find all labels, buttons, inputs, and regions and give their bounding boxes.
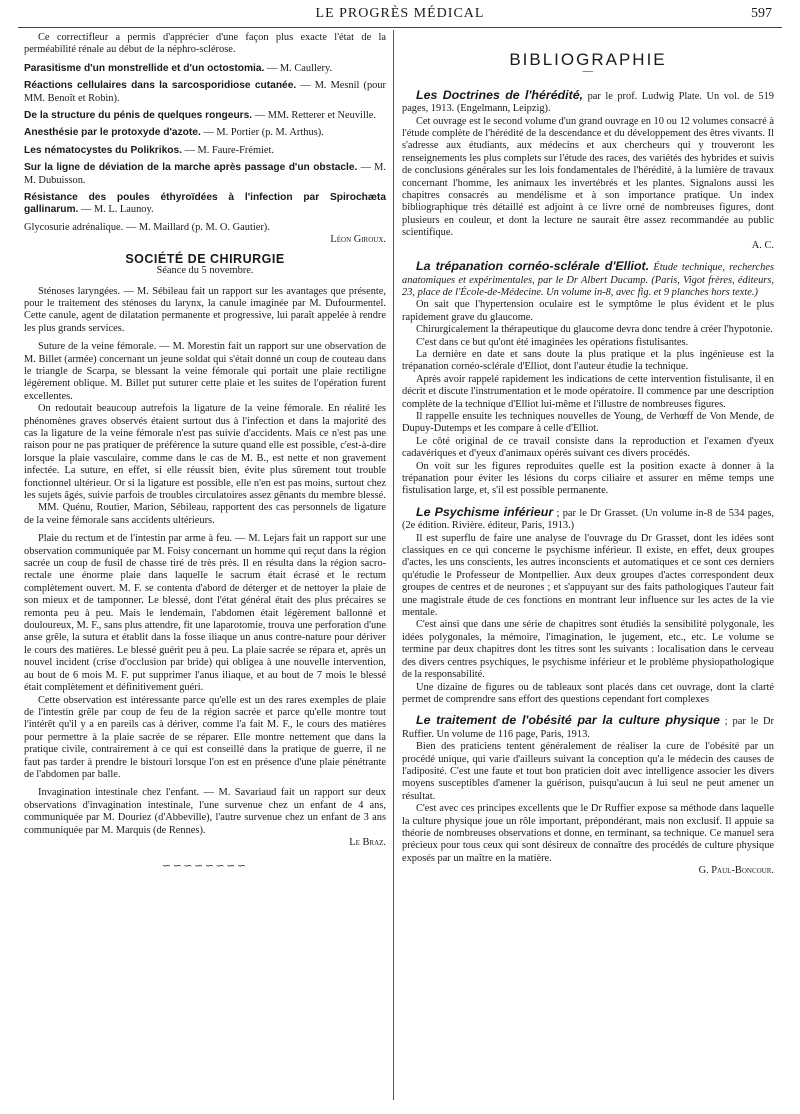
section-date: Séance du 5 novembre. (156, 265, 254, 277)
list-item: Résistance des poules éthyroïdées à l'infection par Spirochæta gallinarum. — M. L. Launoy. (24, 192, 386, 216)
signature: Léon Giroux. (330, 234, 386, 246)
page-number: 597 (751, 6, 772, 21)
header-rule (18, 27, 782, 28)
paragraph: Sténoses laryngées. — M. Sébileau fait un rapport sur les avantages que présente, pour le traitement des sténoses du larynx, la canule imaginée par M. Dufourmentel. Cette canule, agent de dilatation permanente et progressive, lui paraît appelée à rendre les plus grands services. (24, 285, 386, 334)
signature: G. Paul-Boncour. (698, 865, 774, 877)
paragraph: Il est superflu de faire une analyse de l'ouvrage du Dr Grasset, dont les idées sont classiques en ce qui concerne le psychisme inférieur. Il existe, en effet, deux groupes d'actes, les uns conscients, les autres inconscients et automatiques et ce sont ces derniers qu'étudie le Professeur de Montpellier. Aux deux groupes d'actes correspondent deux groupes de centres et de neurones ; et s'appuyant sur des faits pathologiques l'auteur fait une magistrale étude de ces fonctions en montrant leur influence sur les actes de la vie mentale. (402, 532, 774, 619)
journal-title: LE PROGRÈS MÉDICAL (315, 6, 485, 21)
paragraph: Suture de la veine fémorale. — M. Morestin fait un rapport sur une observation de M. Billet (armée) concernant un jeune soldat qui s'était donné un coup de couteau dans le triangle de Scarpa, se blessant la veine fémorale qui portait une plaie rectiligne légèrement oblique. M. Billet put suturer cette plaie et les suites de l'opération furent excellentes. (24, 341, 386, 402)
list-item: Glycosurie adrénalique. — M. Maillard (p. M. O. Gautier). (24, 221, 270, 233)
decorative-rule: ∽∽∽∽∽∽∽∽ (162, 861, 248, 873)
paragraph: Après avoir rappelé rapidement les indications de cette intervention fistulisante, il en décrit et discute l'instrumentation et le mode opératoire. Il commence par une description complète de la technique d'Elliot lui-même et l'illustre de nombreuses figures. (402, 373, 774, 410)
review-title: Les Doctrines de l'hérédité, (416, 87, 584, 102)
paragraph: On redoutait beaucoup autrefois la ligature de la veine fémorale. En réalité les phénomènes graves observés étaient surtout dus à l'infection et dans la majorité des cas la ligature de la veine fémorale n'est pas suivie d'accidents. Mais ce n'est pas une raison pour ne pas pratiquer de préférence la suture quand elle est possible, c'est-à-dire lorsque la plaie vasculaire, comme dans le cas de M. B., est nette et non gravement infectée. La suture, en effet, si elle réussit bien, évite plus sûrement tout trouble fonctionnel ultérieur. Or si la ligature est possible, elle n'en est pas moins, surtout chez les sujets âgés, suivie parfois de troubles circulatoires assez gênants du membre blessé. (24, 403, 386, 501)
page-header (0, 0, 800, 30)
review-entry: Le Psychisme inférieur ; par le Dr Grasset. (Un volume in-8 de 534 pages, (2e édition. Rivière. éditeur, Paris, 1913.) Il est superflu de faire une analyse de l'ouvrage du Dr Grasset, dont les idées sont classiques en ce qui concerne le psychisme inférieur. Il existe, en effet, deux groupes d'actes, les uns conscients, les autres inconscients et automatiques et ce sont ces derniers qu'étudie le Professeur de Montpellier. Aux deux groupes d'actes correspondent deux groupes de centres et de neurones ; et s'appuyant sur des faits pathologiques l'auteur fait une magistrale étude de ces fonctions en montrant leur influence sur les actes de la vie mentale. C'est ainsi que dans une série de chapitres sont étudiés la sensibilité polygonale, les idées polygonales, la mémoire, l'imagination, le jugement, etc., etc. Le volume se termine par deux chapitres dont les titres sont les suivants : localisation dans le cerveau des divers centres psychiques, le psychisme inférieur et le problème physiopathologique de la responsabilité. Une dizaine de figures ou de tableaux sont placés dans cet ouvrage, dont la clarté permet de comprendre sans effort des questions cependant fort complexes (402, 504, 774, 705)
paragraph: Chirurgicalement la thérapeutique du glaucome devra donc tendre à créer l'hypotonie. (416, 324, 773, 336)
paragraph: Plaie du rectum et de l'intestin par arme à feu. — M. Lejars fait un rapport sur une observation communiquée par M. Foisy concernant un homme qui reçut dans la région sacrée un coup de fusil de chasse tiré de très près. Il en résulta dans la région sacro-rectale une énorme plaie dans laquelle le sacrum était écrasé et le rectum complètement ouvert. M. F. se contenta d'abord de déterger et de nettoyer la plaie de son mieux et de tamponner. Le blessé, dont l'état général était des plus précaires se remonta peu à peu. Mais le lendemain, l'abdomen était légèrement ballonné et douloureux, M. F., sans plus attendre, fit une laparotomie, trouva une perforation d'une anse grêle, la sutura et établit dans la fosse iliaque un anus contre-nature pour dériver le cours des matières. Le blessé guérit peu à peu. La plaie sacrée se répara et, après un nouvel incident (crise d'occlusion par bride) qui obligea à une nouvelle intervention, au bout de 6 mois M. F. put supprimer l'anus iliaque, et au bout de 7 mois le blessé était complètement et définitivement guéri. (24, 533, 386, 694)
list-item: Les nématocystes du Polikrikos. — M. Faure-Frémiet. (24, 144, 275, 156)
list-item: Anesthésie par le protoxyde d'azote. — M. Portier (p. M. Arthus). (24, 127, 324, 139)
review-entry: Le traitement de l'obésité par la culture physique ; par le Dr Ruffier. Un volume de 116 page, Paris, 1913. Bien des praticiens tentent généralement de réaliser la cure de l'obésité par un procédé unique, qui varie d'ailleurs suivant la conception qu'a le médecin des causes de l'adiposité. C'est une faute et tout bon praticien doit avec intelligence associer les divers moyens susceptibles d'amener la guérison, puisqu'aucun à lui seul ne peut amener un résultat. C'est avec ces principes excellents que le Dr Ruffier expose sa méthode dans laquelle la culture physique joue un rôle important, prépondérant, mais non exclusif. Il appuie sa théorie de nombreuses observations et donne, en terminant, sa technique. Ce manuel sera précieux pour tous ceux qui sont désireux de connaître des procédés de culture physique exposés par un maître en la matière. G. Paul-Boncour. (402, 713, 774, 877)
paragraph: On sait que l'hypertension oculaire est le symptôme le plus évident et le plus rapidement grave du glaucome. (402, 299, 774, 323)
paragraph: MM. Quénu, Routier, Marion, Sébileau, rapportent des cas personnels de ligature de la veine fémorale sans accidents ultérieurs. (24, 502, 386, 526)
paragraph: Cette observation est intéressante parce qu'elle est un des rares exemples de plaie de l'intestin grêle par coup de feu de la région sacrée et parce qu'elle montre tout l'intérêt qu'il y a en pareils cas à dériver, comme l'a fait M. F., le cours des matières pour permettre à la plaie sacrée de se réparer. Elle montre nettement que dans la pratique civile, contrairement à ce qui est conseillé dans la pratique de guerre, il ne faut pas tarder à prendre le bistouri lorsque l'on est en présence d'une plaie pénétrante de l'abdomen par balle. (24, 694, 386, 780)
review-entry: La trépanation cornéo-sclérale d'Elliot. Étude technique, recherches anatomiques et expérimentales, par le Dr Albert Ducamp. (Paris, Vigot frères, éditeurs, 23, place de l'École-de-Médecine. Un volume in-8, avec fig. et 9 planches hors texte.) On sait que l'hypertension oculaire est le symptôme le plus évident et le plus rapidement grave du glaucome. Chirurgicalement la thérapeutique du glaucome devra donc tendre à créer l'hypotonie. C'est dans ce but qu'ont été imaginées les opérations fistulisantes. La dernière en date et sans doute la plus pratique et la plus ingénieuse est la trépanation cornéo-sclérale d'Elliot, dont l'auteur étudie la technique. Après avoir rappelé rapidement les indications de cette intervention fistulisante, il en décrit et discute l'instrumentation et le mode opératoire. Il commence par une description complète de la technique d'Elliot lui-même et l'illustre de nombreuses figures. Il rappelle ensuite les techniques nouvelles de Young, de Verhœff de Von Mende, de Dupuy-Dutemps et les compare à celle d'Elliot. Le côté original de ce travail consiste dans la reproduction et l'examen d'yeux cadavériques et d'yeux d'animaux opérés suivant ces divers procédés. On voit sur les figures reproduites quelle est la position exacte à donner à la trépanation pour éviter les lésions du corps ciliaire et assurer en même temps une fistulisation large, et, s'il est possible permanente. (402, 259, 774, 497)
title-dash: — (582, 66, 594, 78)
paragraph: Il rappelle ensuite les techniques nouvelles de Young, de Verhœff de Von Mende, de Dupuy-Dutemps et les compare à celle d'Elliot. (402, 410, 774, 435)
left-column (24, 32, 386, 874)
paragraph: Le côté original de ce travail consiste dans la reproduction et l'examen d'yeux cadavériques et d'yeux d'animaux opérés suivant ces divers procédés. (402, 435, 774, 460)
paragraph: C'est dans ce but qu'ont été imaginées les opérations fistulisantes. (416, 336, 689, 348)
paragraph: Bien des praticiens tentent généralement de réaliser la cure de l'obésité par un procédé unique, qui varie d'ailleurs suivant la conception qu'a le médecin des causes de l'adiposité. C'est une faute et tout bon praticien doit avec intelligence associer les divers moyens susceptibles d'amener la guérison, puisqu'aucun à lui seul ne peut amener un résultat. (402, 741, 774, 802)
intro-paragraph: Ce correctifleur a permis d'apprécier d'une façon plus exacte l'état de la perméabilité rénale au début de la néphro-sclérose. (24, 32, 386, 56)
list-item: De la structure du pénis de quelques rongeurs. — MM. Retterer et Neuville. (24, 110, 376, 122)
signature: A. C. (751, 239, 774, 251)
right-column (402, 32, 774, 886)
section-title: SOCIÉTÉ DE CHIRURGIE (125, 251, 285, 266)
paragraph: C'est avec ces principes excellents que le Dr Ruffier expose sa méthode dans laquelle la culture physique joue un rôle important, prépondérant, mais non exclusif. Il appuie sa théorie de nombreuses observations et donne, en terminant, sa technique. Ce manuel sera précieux pour tous ceux qui sont désireux de connaître des procédés de culture physique exposés par un maître en la matière. (402, 803, 774, 864)
review-title: La trépanation cornéo-sclérale d'Elliot. (416, 259, 650, 274)
paragraph: Cet ouvrage est le second volume d'un grand ouvrage en 10 ou 12 volumes consacré à l'étude complète de l'hérédité de la descendance et du développement des êtres vivants. Il s'adresse aux étudiants, aux médecins et aux chercheurs qui y trouveront les renseignements les plus complets sur l'étude des races, des variétés des hybrides et suivis de conclusions générales sur les lois fondamentales de l'hérédité, à la lumière de travaux concernant l'homme, les animaux les invertébrés et les plantes. Signalons aussi les chapitres consacrés au mendélisme et à son importance pratique. Un index bibliographique très détaillé est adjoint à ce livre orné de nombreuses figures, dont plusieurs en couleur, et dont la lecture ne saurait être assez recommandée au public scientifique. (402, 115, 774, 239)
paragraph: On voit sur les figures reproduites quelle est la position exacte à donner à la trépanation pour éviter les lésions du corps ciliaire et assurer en même temps une fistulisation large, et, s'il est possible permanente. (402, 460, 774, 497)
review-title: Le Psychisme inférieur (416, 504, 554, 519)
paragraph: Invagination intestinale chez l'enfant. — M. Savariaud fait un rapport sur deux observations d'invagination intestinale, l'une survenue chez un enfant de 4 ans, communiquée par M. Douriez (d'Abbeville), l'autre survenue chez un enfant de 3 ans communiquée par M. Marquis (de Rennes). (24, 787, 386, 836)
review-title: Le traitement de l'obésité par la culture physique (416, 713, 720, 728)
list-item: Sur la ligne de déviation de la marche après passage d'un obstacle. — M. M. Dubuisson. (24, 162, 386, 186)
column-divider (393, 30, 394, 1100)
paragraph: C'est ainsi que dans une série de chapitres sont étudiés la sensibilité polygonale, les idées polygonales, la mémoire, l'imagination, le jugement, etc., etc. Le volume se termine par deux chapitres dont les titres sont les suivants : localisation dans le cerveau des divers centres psychiques, le psychisme inférieur et le problème physiopathologique de la responsabilité. (402, 619, 774, 681)
list-item: Réactions cellulaires dans la sarcosporidiose cutanée. — M. Mesnil (pour MM. Benoît et Robin). (24, 80, 386, 104)
bibliography-title: BIBLIOGRAPHIE (509, 50, 667, 69)
paragraph: Une dizaine de figures ou de tableaux sont placés dans cet ouvrage, dont la clarté permet de comprendre sans effort des questions cependant fort complexes (402, 681, 774, 705)
paragraph: La dernière en date et sans doute la plus pratique et la plus ingénieuse est la trépanation cornéo-sclérale d'Elliot, dont l'auteur étudie la technique. (402, 348, 774, 373)
review-entry: Les Doctrines de l'hérédité, par le prof. Ludwig Plate. Un vol. de 519 pages, 1913. (Engelmann, Leipzig). Cet ouvrage est le second volume d'un grand ouvrage en 10 ou 12 volumes consacré à l'étude complète de l'hérédité de la descendance et du développement des êtres vivants. Il s'adresse aux étudiants, aux médecins et aux chercheurs qui y trouveront les renseignements les plus complets sur l'étude des races, des variétés des hybrides et suivis de conclusions générales sur les lois fondamentales de l'hérédité, à la lumière de travaux concernant l'homme, les animaux les invertébrés et les plantes. Signalons aussi les chapitres consacrés au mendélisme et à son importance pratique. Un index bibliographique très détaillé est adjoint à ce livre orné de nombreuses figures, dont plusieurs en couleur, et dont la lecture ne saurait être assez recommandée au public scientifique. A. C. (402, 87, 774, 251)
signature: Le Braz. (349, 836, 386, 848)
list-item: Parasitisme d'un monstrellide et d'un octostomia. — M. Caullery. (24, 62, 333, 74)
